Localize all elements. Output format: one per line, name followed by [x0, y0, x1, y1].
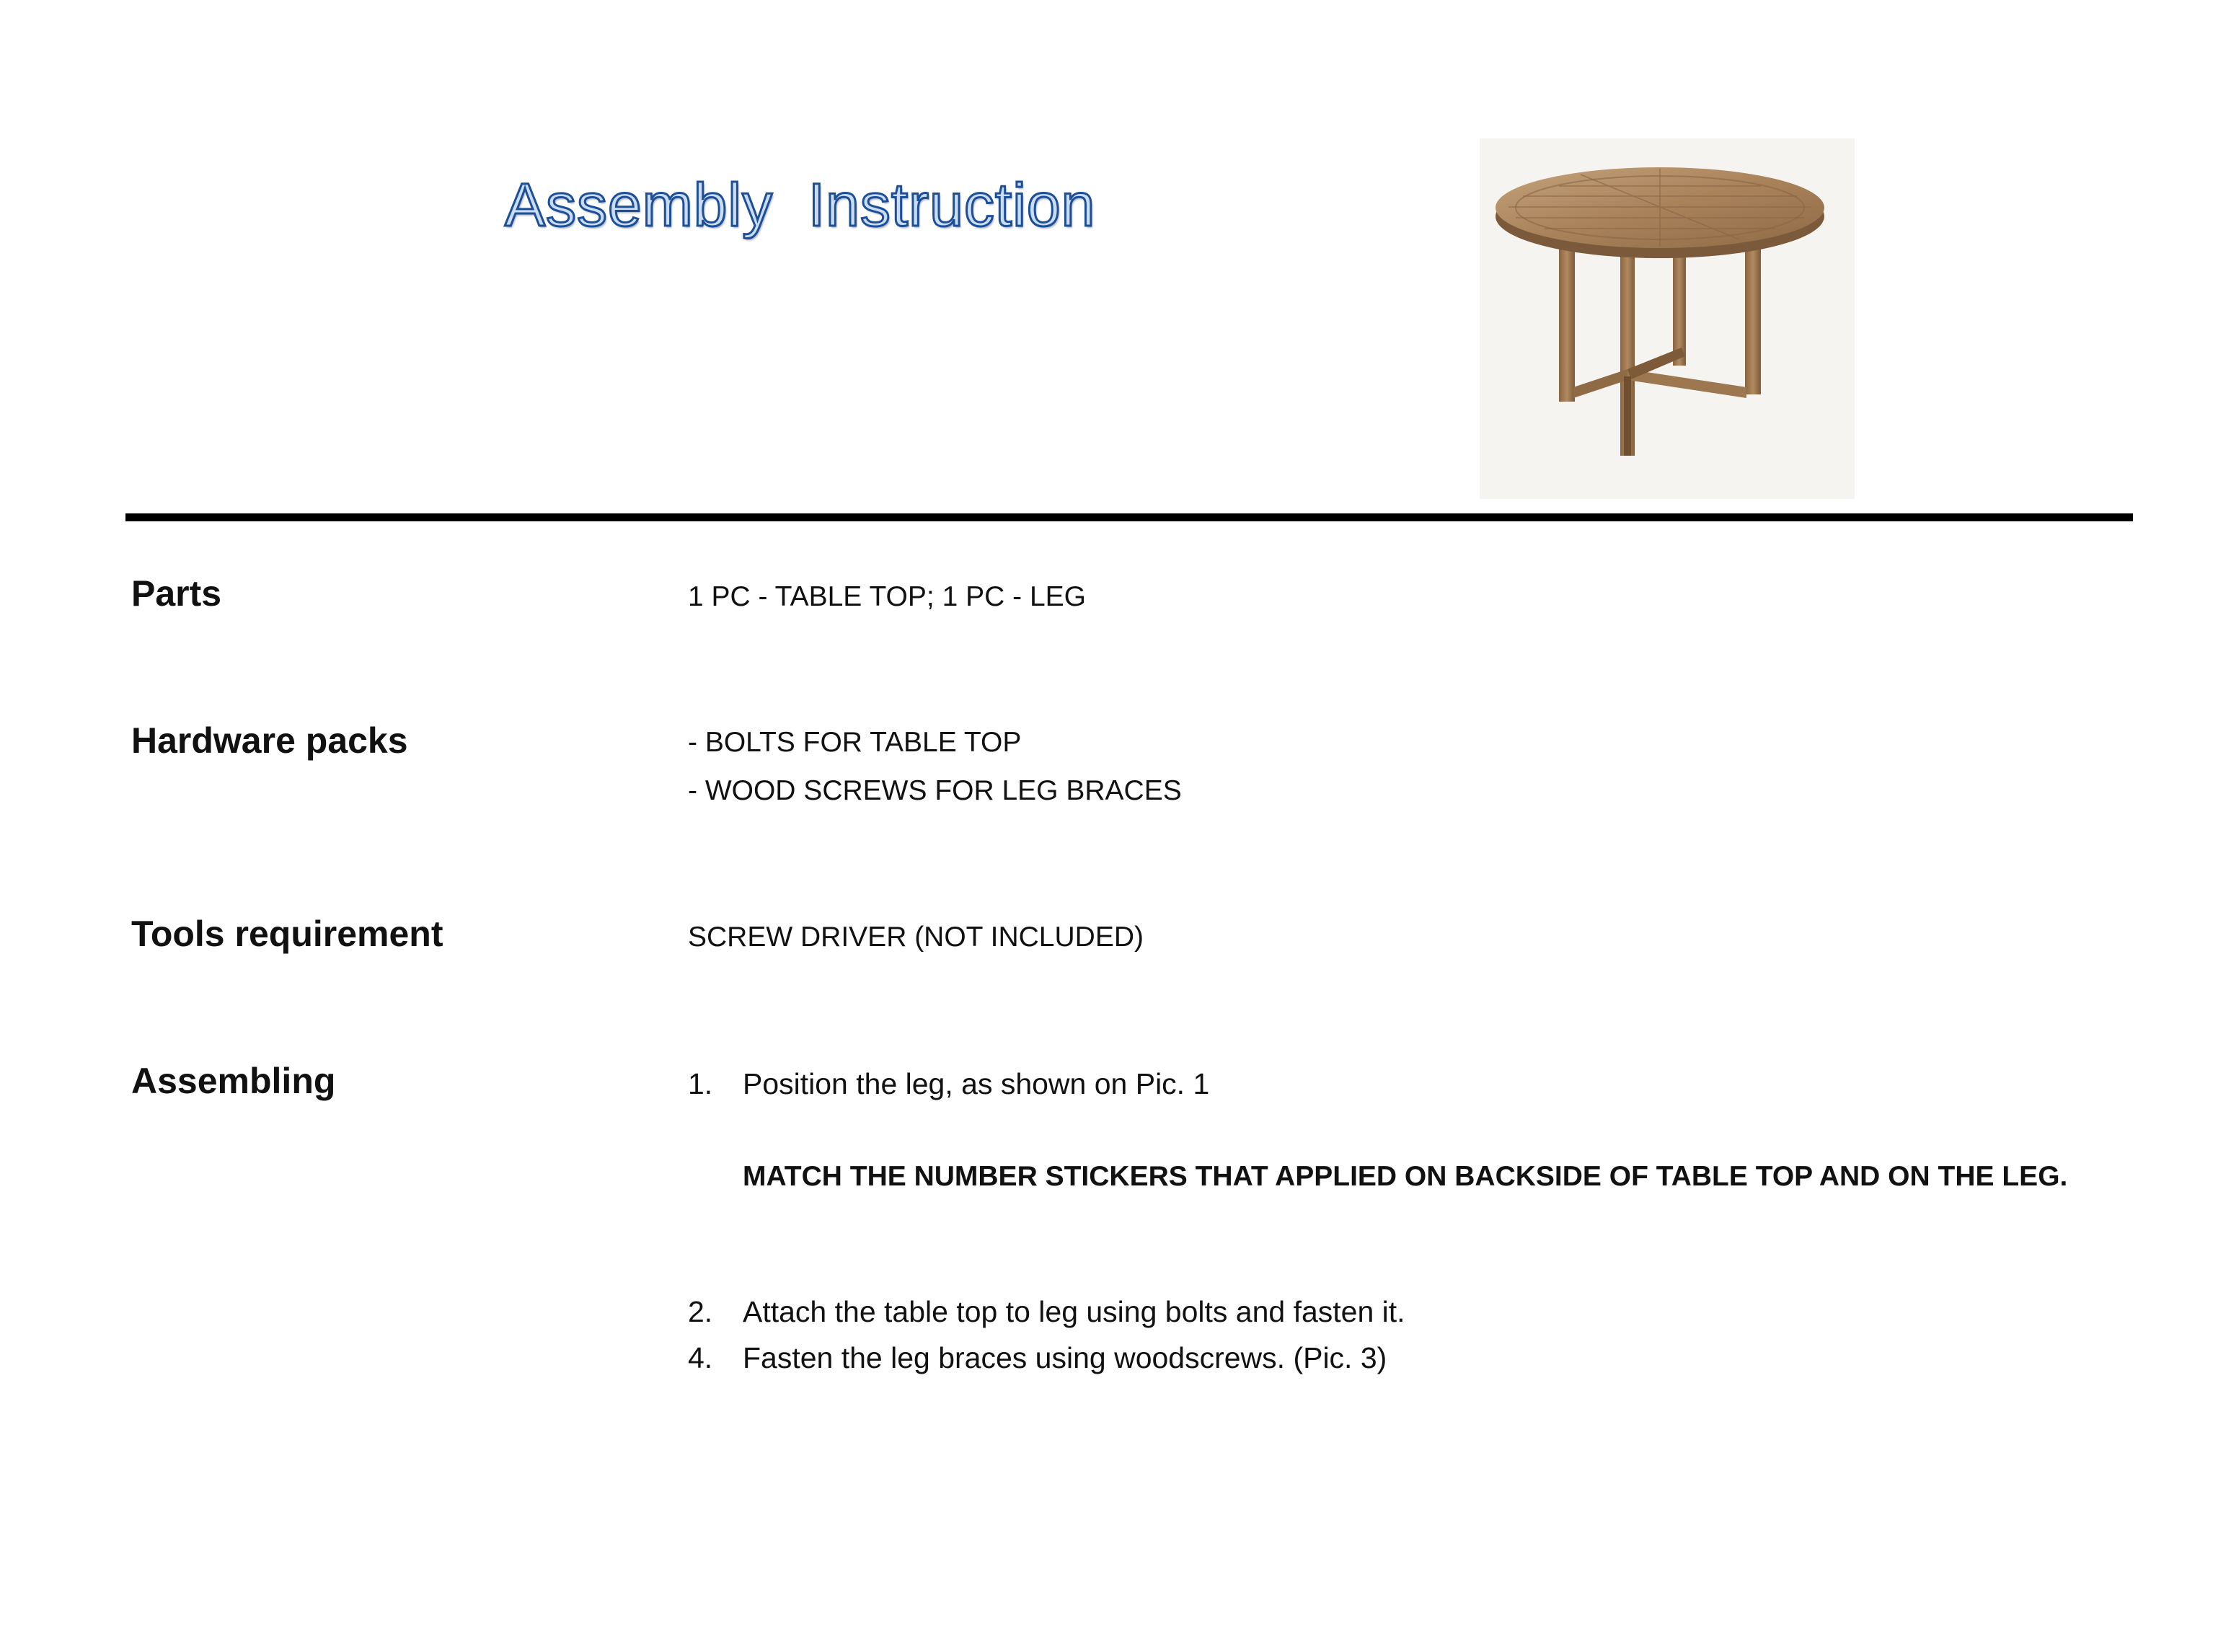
tools-label: Tools requirement: [131, 914, 443, 954]
parts-value: 1 PC - TABLE TOP; 1 PC - LEG: [688, 581, 1086, 612]
hardware-item: - BOLTS FOR TABLE TOP: [688, 727, 1022, 758]
assembly-step: [688, 1295, 1405, 1329]
table-leg: [1559, 229, 1575, 402]
table-leg: [1745, 229, 1761, 394]
leg-brace: [1573, 369, 1627, 398]
page-title: Assembly Instruction: [505, 171, 1096, 239]
assembly-step: [688, 1341, 1387, 1375]
hardware-label: Hardware packs: [131, 720, 408, 761]
table-photo: [1480, 138, 1855, 499]
assembling-label: Assembling: [131, 1061, 336, 1101]
parts-label: Parts: [131, 573, 222, 614]
hardware-item: - WOOD SCREWS FOR LEG BRACES: [688, 775, 1182, 806]
step-text: Fasten the leg braces using woodscrews. (Pic. 3): [743, 1341, 1387, 1374]
assembly-note: MATCH THE NUMBER STICKERS THAT APPLIED ON BACKSIDE OF TABLE TOP AND ON THE LEG.: [743, 1161, 2068, 1192]
step-number: 2.: [688, 1295, 713, 1328]
leg-brace: [1627, 369, 1746, 398]
leg-brace: [1624, 376, 1631, 456]
tools-value: SCREW DRIVER (NOT INCLUDED): [688, 922, 1144, 953]
section-divider: [125, 513, 2133, 521]
step-text: Position the leg, as shown on Pic. 1: [743, 1067, 1210, 1100]
step-number: 4.: [688, 1341, 713, 1374]
hardware-list: [688, 718, 1182, 815]
table-illustration: [1480, 138, 1855, 499]
assembly-step: [688, 1067, 1209, 1101]
step-number: 1.: [688, 1067, 713, 1100]
step-text: Attach the table top to leg using bolts and fasten it.: [743, 1295, 1405, 1328]
